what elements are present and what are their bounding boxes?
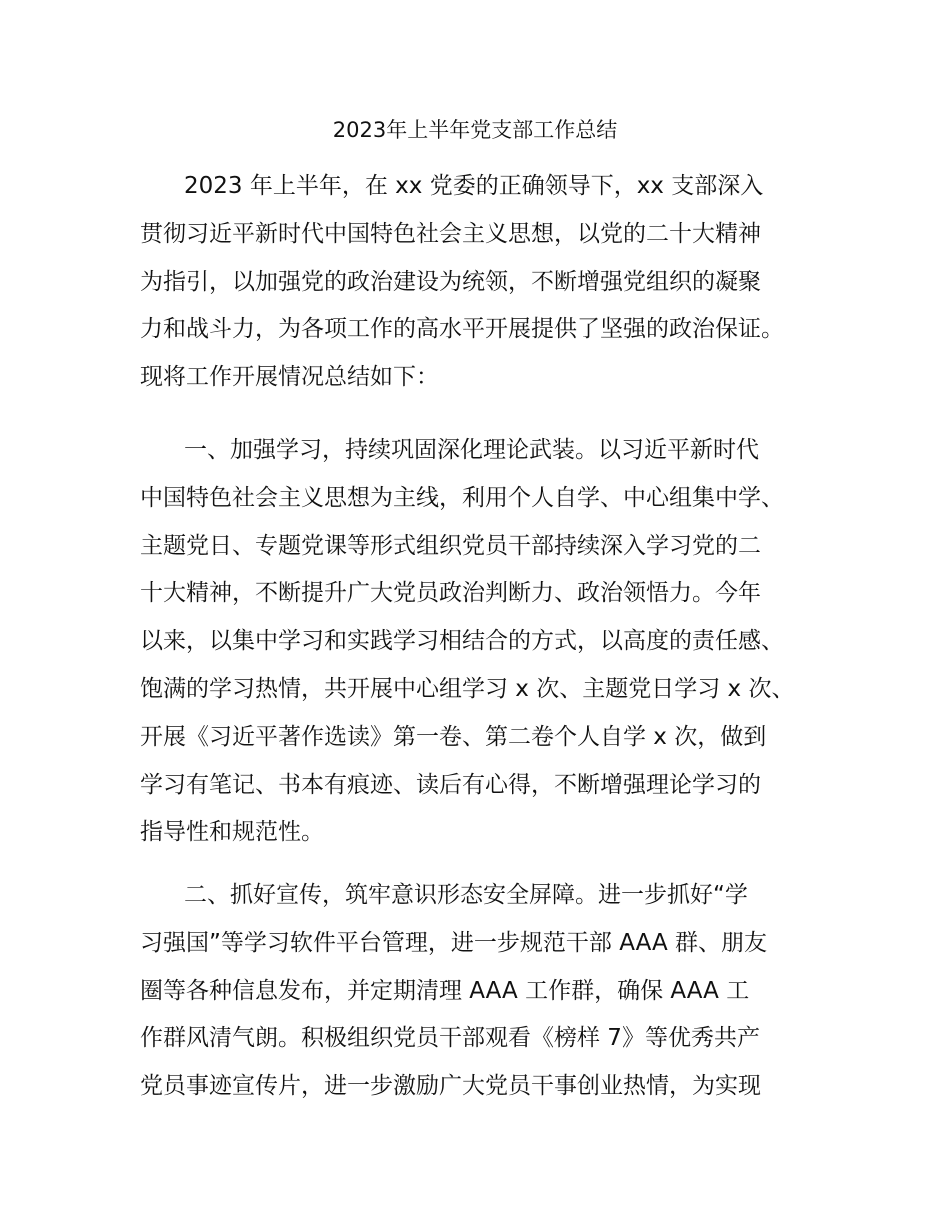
text-line: 二、抓好宣传，筑牢意识形态安全屏障。进一步抓好“学 (184, 882, 748, 908)
text-line: 贯彻习近平新时代中国特色社会主义思想，以党的二十大精神 (140, 220, 761, 247)
text-line: 为指引，以加强党的政治建设为统领，不断增强党组织的凝聚 (140, 268, 761, 295)
text-line: 主题党日、专题党课等形式组织党员干部持续深入学习党的二 (140, 532, 761, 559)
text-line: 饱满的学习热情，共开展中心组学习 x 次、主题党日学习 x 次、 (140, 675, 795, 702)
paragraph-publicity (140, 872, 840, 1111)
text-line: 力和战斗力，为各项工作的高水平开展提供了坚强的政治保证。 (140, 316, 784, 343)
text-line: 作群风清气朗。积极组织党员干部观看《榜样 7》等优秀共产 (140, 1025, 760, 1052)
paragraph-intro (140, 163, 840, 402)
text-line: 以来，以集中学习和实践学习相结合的方式，以高度的责任感、 (140, 628, 784, 655)
text-line: 中国特色社会主义思想为主线，利用个人自学、中心组集中学、 (140, 484, 784, 511)
text-line: 开展《习近平著作选读》第一卷、第二卷个人自学 x 次，做到 (140, 723, 767, 750)
text-line: 十大精神，不断提升广大党员政治判断力、政治领悟力。今年 (140, 580, 761, 607)
document-title: 2023年上半年党支部工作总结 (332, 118, 618, 142)
text-line: 习强国”等学习软件平台管理，进一步规范干部 AAA 群、朋友 (140, 929, 768, 956)
text-line: 圈等各种信息发布，并定期清理 AAA 工作群，确保 AAA 工 (140, 977, 750, 1004)
text-line: 指导性和规范性。 (140, 819, 324, 846)
paragraph-study (140, 427, 840, 857)
text-line: 一、加强学习，持续巩固深化理论武装。以习近平新时代 (184, 437, 759, 463)
text-line: 学习有笔记、书本有痕迹、读后有心得，不断增强理论学习的 (140, 771, 761, 798)
text-line: 党员事迹宣传片，进一步激励广大党员干事创业热情，为实现 (140, 1073, 761, 1100)
text-line: 现将工作开展情况总结如下： (140, 364, 439, 391)
text-line: 2023 年上半年，在 xx 党委的正确领导下，xx 支部深入 (184, 173, 764, 199)
